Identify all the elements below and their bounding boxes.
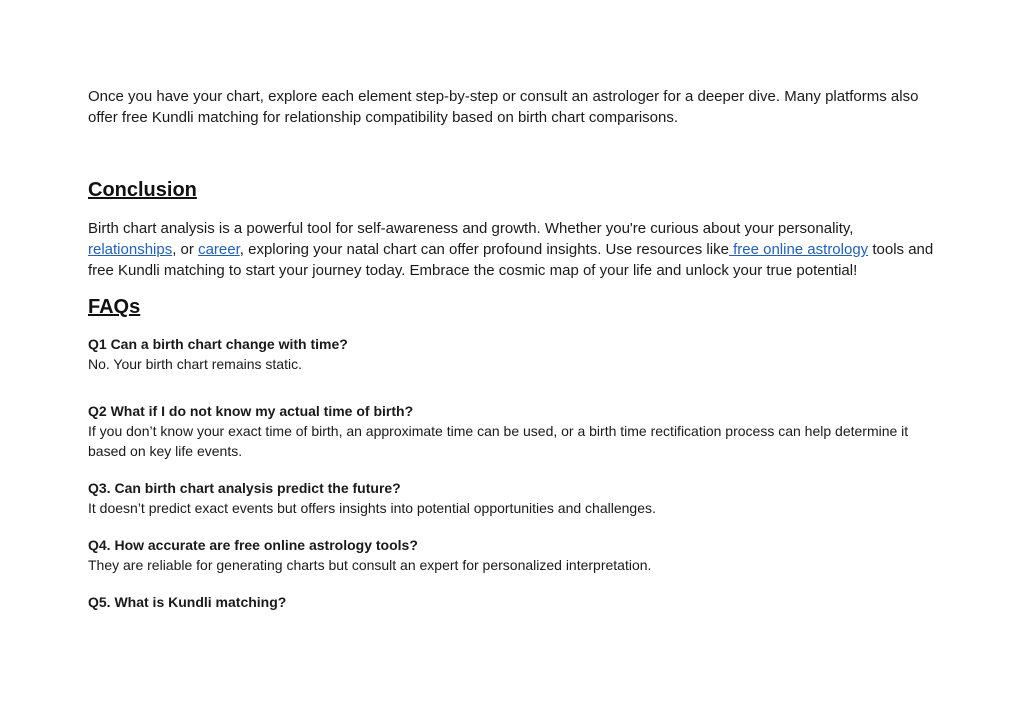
faq-item-4 <box>88 536 936 575</box>
document-content <box>88 86 936 612</box>
faq-answer-4: They are reliable for generating charts but consult an expert for personalized interpretation. <box>88 557 652 573</box>
free-online-astrology-link[interactable]: free online astrology <box>728 241 869 258</box>
faq-item-1 <box>88 335 936 374</box>
faq-question-5: Q5. What is Kundli matching? <box>88 594 287 610</box>
conclusion-text-part2: , or <box>172 241 199 258</box>
faq-answer-1: No. Your birth chart remains static. <box>88 356 302 372</box>
conclusion-text-part3: , exploring your natal chart can offer profound insights. Use resources like <box>239 241 729 258</box>
faq-item-3 <box>88 479 936 518</box>
faq-item-5 <box>88 593 936 612</box>
faq-answer-2: If you don’t know your exact time of birth, an approximate time can be used, or a birth time rectification process can help determine it based on key life events. <box>88 423 909 459</box>
conclusion-paragraph <box>88 218 936 281</box>
conclusion-text-part4: tools and free Kundli matching to start your journey today. Embrace the cosmic map of your life and unlock your true potential! <box>88 241 934 279</box>
career-link[interactable]: career <box>198 241 240 258</box>
relationships-link[interactable]: relationships <box>88 241 173 258</box>
faqs-heading: FAQs <box>88 296 141 318</box>
faq-answer-3: It doesn’t predict exact events but offers insights into potential opportunities and challenges. <box>88 500 656 516</box>
intro-paragraph: Once you have your chart, explore each element step-by-step or consult an astrologer for a deeper dive. Many platforms also offer free Kundli matching for relationship compatibility based on birth chart comparisons. <box>88 88 919 126</box>
faq-question-3: Q3. Can birth chart analysis predict the future? <box>88 480 401 496</box>
conclusion-heading: Conclusion <box>88 179 197 201</box>
conclusion-text-part1: Birth chart analysis is a powerful tool for self-awareness and growth. Whether you're curious about your personality, <box>88 220 854 237</box>
faq-question-1: Q1 Can a birth chart change with time? <box>88 336 348 352</box>
faq-question-2: Q2 What if I do not know my actual time of birth? <box>88 403 414 419</box>
faq-item-2 <box>88 402 936 461</box>
faq-question-4: Q4. How accurate are free online astrology tools? <box>88 537 418 553</box>
